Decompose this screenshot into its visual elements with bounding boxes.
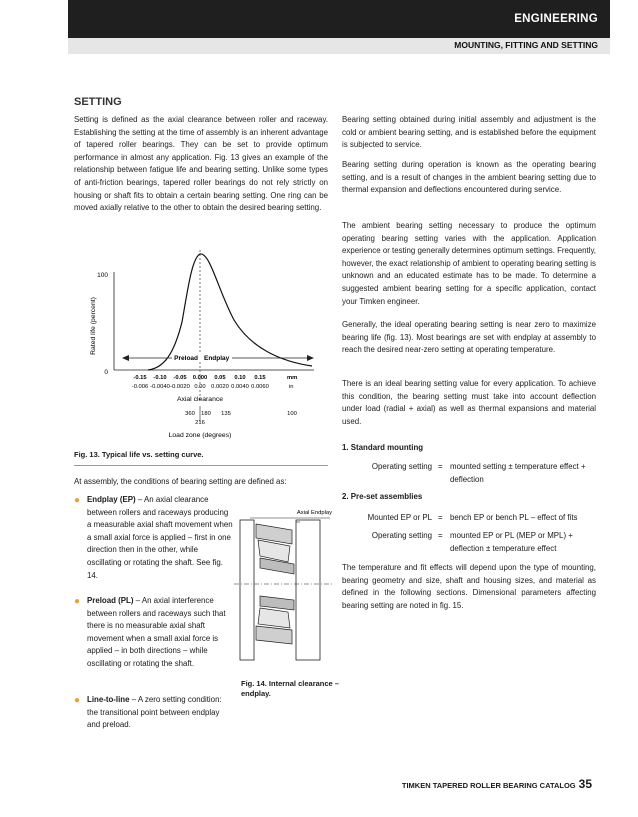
bullet-term: Endplay (EP) [87, 495, 136, 504]
axial-endplay-label: Axial Endplay [296, 510, 332, 516]
mm-unit: mm [287, 375, 298, 381]
cone-lower [260, 596, 294, 610]
formula-key: Operating setting [371, 462, 432, 471]
in-tick-label: 0.0020 [211, 384, 229, 390]
preset-assemblies-heading: 2. Pre-set assemblies [342, 492, 423, 501]
mm-tick-label: 0.000 [192, 375, 208, 381]
bullet-term: Line-to-line [87, 695, 130, 704]
in-tick-label: -0.0040 [150, 384, 170, 390]
bullet-endplay [74, 494, 234, 582]
roller-lower [258, 608, 290, 628]
bullet-preload [74, 595, 234, 671]
bullet-dot-icon: ● [74, 596, 81, 607]
zone-tick-label: 360 [185, 411, 195, 417]
right-paragraph-1: Bearing setting obtained during initial assembly and adjustment is the cold or ambient bearing setting, and is established before the equipment is subjected to service. [342, 115, 596, 150]
conditions-intro: At assembly, the conditions of bearing setting are defined as: [74, 477, 287, 486]
bullet-text: – An axial interference between rollers and raceways such that there is no measurable axial shaft movement when a small axial force is applied – in both directions – while oscillating or rotating the shaft. [87, 596, 226, 668]
zone-tick-label: 100 [287, 411, 297, 417]
formula-row [342, 512, 602, 526]
in-tick-label: 0.0060 [251, 384, 269, 390]
figure-13-caption: Fig. 13. Typical life vs. setting curve. [74, 450, 204, 459]
preload-label: Preload [174, 355, 198, 362]
right-paragraph-3: The ambient bearing setting necessary to produce the optimum operating bearing setting varies with the application. Application experience or testing generally determines optimum settings. Frequently, however, the exact relationship of ambient to operating bearing setting is unknown and an educated estimate has to be made. To determine a suggested ambient bearing setting for a specific application, contact your Timken engineer. [342, 221, 596, 306]
x-axis-label: Axial clearance [176, 396, 224, 403]
in-tick-label: 0.0040 [231, 384, 249, 390]
formula-row [342, 530, 602, 556]
bullet-text: – An axial clearance between rollers and raceways producing a measurable axial shaft movement when a small axial force is applied – first in one direction then in the other, while oscillating or rotating the shaft. See fig. 14. [87, 495, 233, 580]
mm-tick-label: -0.05 [173, 375, 187, 381]
formula-value: bench EP or bench PL – effect of fits [450, 513, 578, 522]
formula-eq: = [438, 531, 443, 540]
formula-key: Operating setting [371, 531, 432, 540]
in-tick-label: -0.006 [131, 384, 149, 390]
bullet-dot-icon: ● [74, 695, 81, 706]
page-number: 35 [578, 777, 592, 791]
right-paragraph-4: Generally, the ideal operating bearing setting is near zero to maximize bearing life (fig. 13). Most bearings are set with endplay at assembly to reach the desired near-zero setting at operating temperature. [342, 320, 596, 355]
subheader-bar [68, 38, 610, 54]
caption-rule [74, 465, 328, 466]
shaft [296, 520, 320, 660]
y-axis-label: Rated life (percent) [90, 297, 97, 355]
bullet-text: – A zero setting condition: the transitional point between endplay and preload. [87, 695, 222, 730]
right-paragraph-5: There is an ideal bearing setting value for every application. To achieve this condition, the bearing setting must take into account deflection under load (radial + axial) as well as thermal expansions and material used. [342, 379, 596, 426]
formula-value: mounted setting ± temperature effect + deflection [450, 462, 586, 484]
endplay-label: Endplay [204, 355, 230, 362]
left-paragraph: Setting is defined as the axial clearance between roller and raceway. Establishing the setting at the time of assembly is an inherent advantage of tapered roller bearings. They can be set to provide optimum performance in almost any application. Fig. 13 gives an example of the relationship between fatigue life and bearing setting. Unlike some types of anti-friction bearings, tapered roller bearings do not rely strictly on housing or shaft fits to obtain a certain bearing setting. One ring can be moved axially relative to the other to obtain the desired bearing setting. [74, 115, 328, 213]
formula-value: mounted EP or PL (MEP or MPL) + deflection ± temperature effect [450, 531, 573, 553]
housing [240, 520, 254, 660]
y-tick-100: 100 [97, 272, 108, 279]
figure-13-life-curve [74, 250, 334, 450]
in-ticks [132, 384, 269, 390]
zone-label: Load zone (degrees) [168, 432, 232, 439]
mm-ticks [133, 375, 266, 381]
header-subsection: MOUNTING, FITTING AND SETTING [454, 40, 598, 50]
formula-row [342, 461, 602, 487]
zone-tick-label: 135 [221, 411, 231, 417]
formula-eq: = [438, 513, 443, 522]
header-section: ENGINEERING [514, 13, 598, 25]
formula-key: Mounted EP or PL [367, 513, 432, 522]
endplay-arrowhead [307, 355, 314, 361]
cone-upper [260, 558, 294, 574]
standard-mounting-heading: 1. Standard mounting [342, 443, 424, 452]
mm-tick-label: -0.15 [133, 375, 147, 381]
life-curve [148, 254, 312, 370]
section-title: SETTING [74, 96, 122, 108]
in-tick-label: 0.00 [194, 384, 206, 390]
figure-14-bearing-section [234, 500, 334, 670]
load-zone-ticks [185, 411, 297, 417]
bullet-dot-icon: ● [74, 495, 81, 506]
catalog-name: TIMKEN TAPERED ROLLER BEARING CATALOG [401, 781, 576, 790]
page-footer [402, 777, 592, 791]
mm-tick-label: 0.15 [254, 375, 266, 381]
formula-eq: = [438, 462, 443, 471]
closing-paragraph: The temperature and fit effects will depend upon the type of mounting, bearing geometry and size, shaft and housing sizes, and material as defined in the following sections. Dimensional parameters affecting bearing setting are noted in fig. 15. [342, 563, 596, 610]
mm-tick-label: -0.10 [153, 375, 167, 381]
y-tick-0: 0 [104, 369, 108, 376]
zone-extra: 216 [195, 420, 205, 426]
in-unit: in [289, 384, 294, 390]
mm-tick-label: 0.10 [234, 375, 246, 381]
in-tick-label: -0.0020 [170, 384, 190, 390]
right-paragraph-2: Bearing setting during operation is known as the operating bearing setting, and is a result of changes in the ambient bearing setting due to thermal expansion and deflections encountered during service. [342, 160, 596, 195]
zone-tick-label: 180 [201, 411, 211, 417]
bullet-term: Preload (PL) [87, 596, 134, 605]
mm-tick-label: 0.05 [214, 375, 226, 381]
cup-lower [256, 626, 292, 644]
figure-14-caption: Fig. 14. Internal clearance – endplay. [241, 679, 339, 698]
header-bar [68, 0, 610, 38]
preload-arrowhead [122, 355, 129, 361]
bullet-line-to-line [74, 694, 234, 732]
